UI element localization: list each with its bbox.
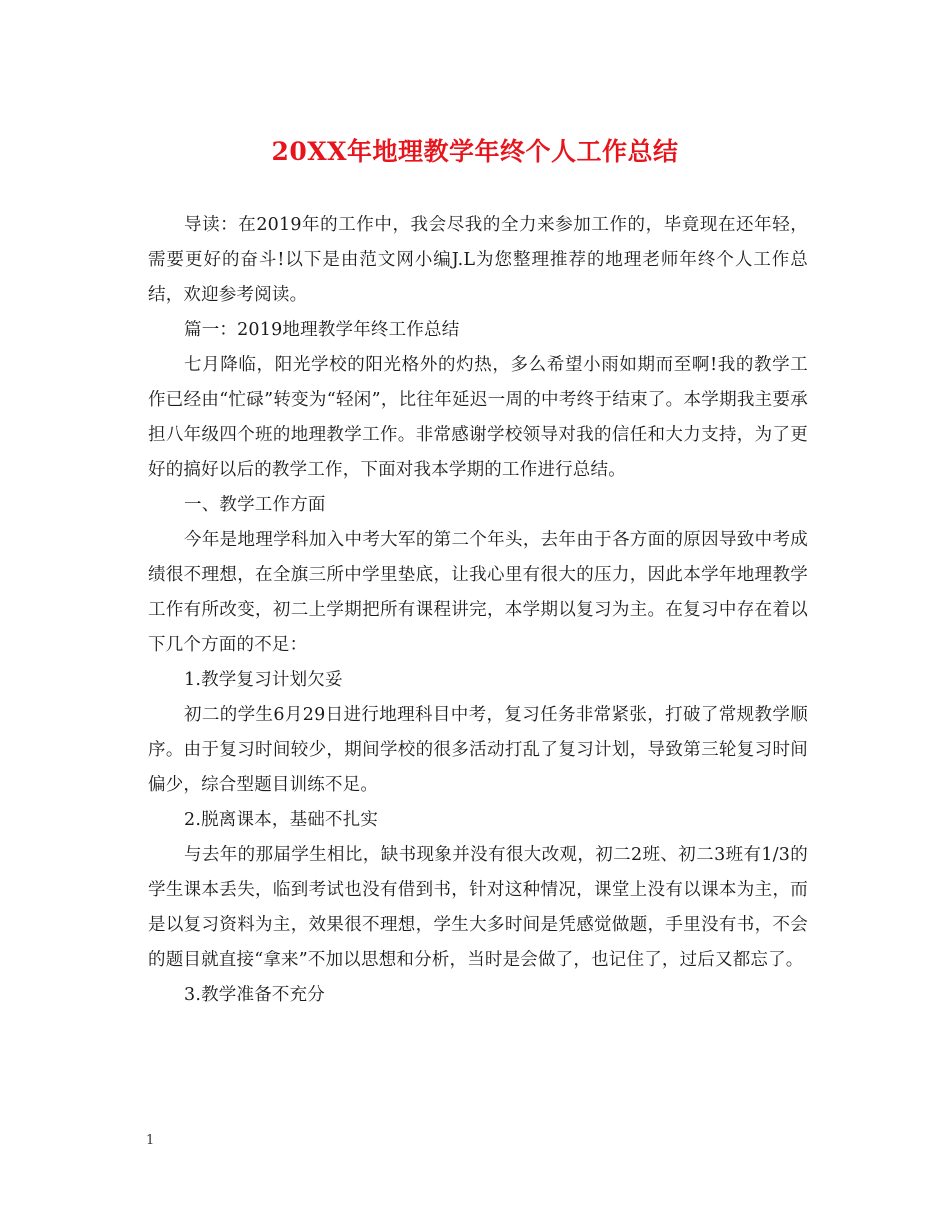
page-number: 1 — [146, 1133, 155, 1148]
document-title: 20XX年地理教学年终个人工作总结 — [271, 137, 679, 166]
paragraph-review-plan: 初二的学生6月29日进行地理科目中考，复习任务非常紧张，打破了常规教学顺序。由于复习时间较少，期间学校的很多活动打乱了复习计划，导致第三轮复习时间偏少，综合型题目训练不足。 — [148, 705, 808, 795]
document-body — [148, 208, 808, 1013]
paragraph-teaching-work: 今年是地理学科加入中考大军的第二个年头，去年由于各方面的原因导致中考成绩很不理想，在全旗三所中学里垫底，让我心里有很大的压力，因此本学年地理教学工作有所改变，初二上学期把所有课程讲完，本学期以复习为主。在复习中存在着以下几个方面的不足： — [148, 530, 808, 655]
paragraph-opening: 七月降临，阳光学校的阳光格外的灼热，多么希望小雨如期而至啊!我的教学工作已经由“忙碌”转变为“轻闲”，比往年延迟一周的中考终于结束了。本学期我主要承担八年级四个班的地理教学工作。非常感谢学校领导对我的信任和大力支持，为了更好的搞好以后的教学工作，下面对我本学期的工作进行总结。 — [148, 355, 808, 480]
paragraph-chapter-heading: 篇一：2019地理教学年终工作总结 — [184, 320, 460, 340]
paragraph-section-heading: 一、教学工作方面 — [184, 495, 326, 515]
paragraph-intro: 导读：在2019年的工作中，我会尽我的全力来参加工作的，毕竟现在还年轻，需要更好的奋斗!以下是由范文网小编J.L为您整理推荐的地理老师年终个人工作总结，欢迎参考阅读。 — [148, 215, 808, 305]
paragraph-subheading-1: 1.教学复习计划欠妥 — [184, 670, 343, 690]
paragraph-textbook: 与去年的那届学生相比，缺书现象并没有很大改观，初二2班、初二3班有1/3的学生课本丢失，临到考试也没有借到书，针对这种情况，课堂上没有以课本为主，而是以复习资料为主，效果很不理想，学生大多时间是凭感觉做题，手里没有书，不会的题目就直接“拿来”不加以思想和分析，当时是会做了，也记住了，过后又都忘了。 — [148, 845, 808, 970]
paragraph-subheading-2: 2.脱离课本，基础不扎实 — [184, 810, 379, 830]
paragraph-subheading-3: 3.教学准备不充分 — [184, 985, 325, 1005]
